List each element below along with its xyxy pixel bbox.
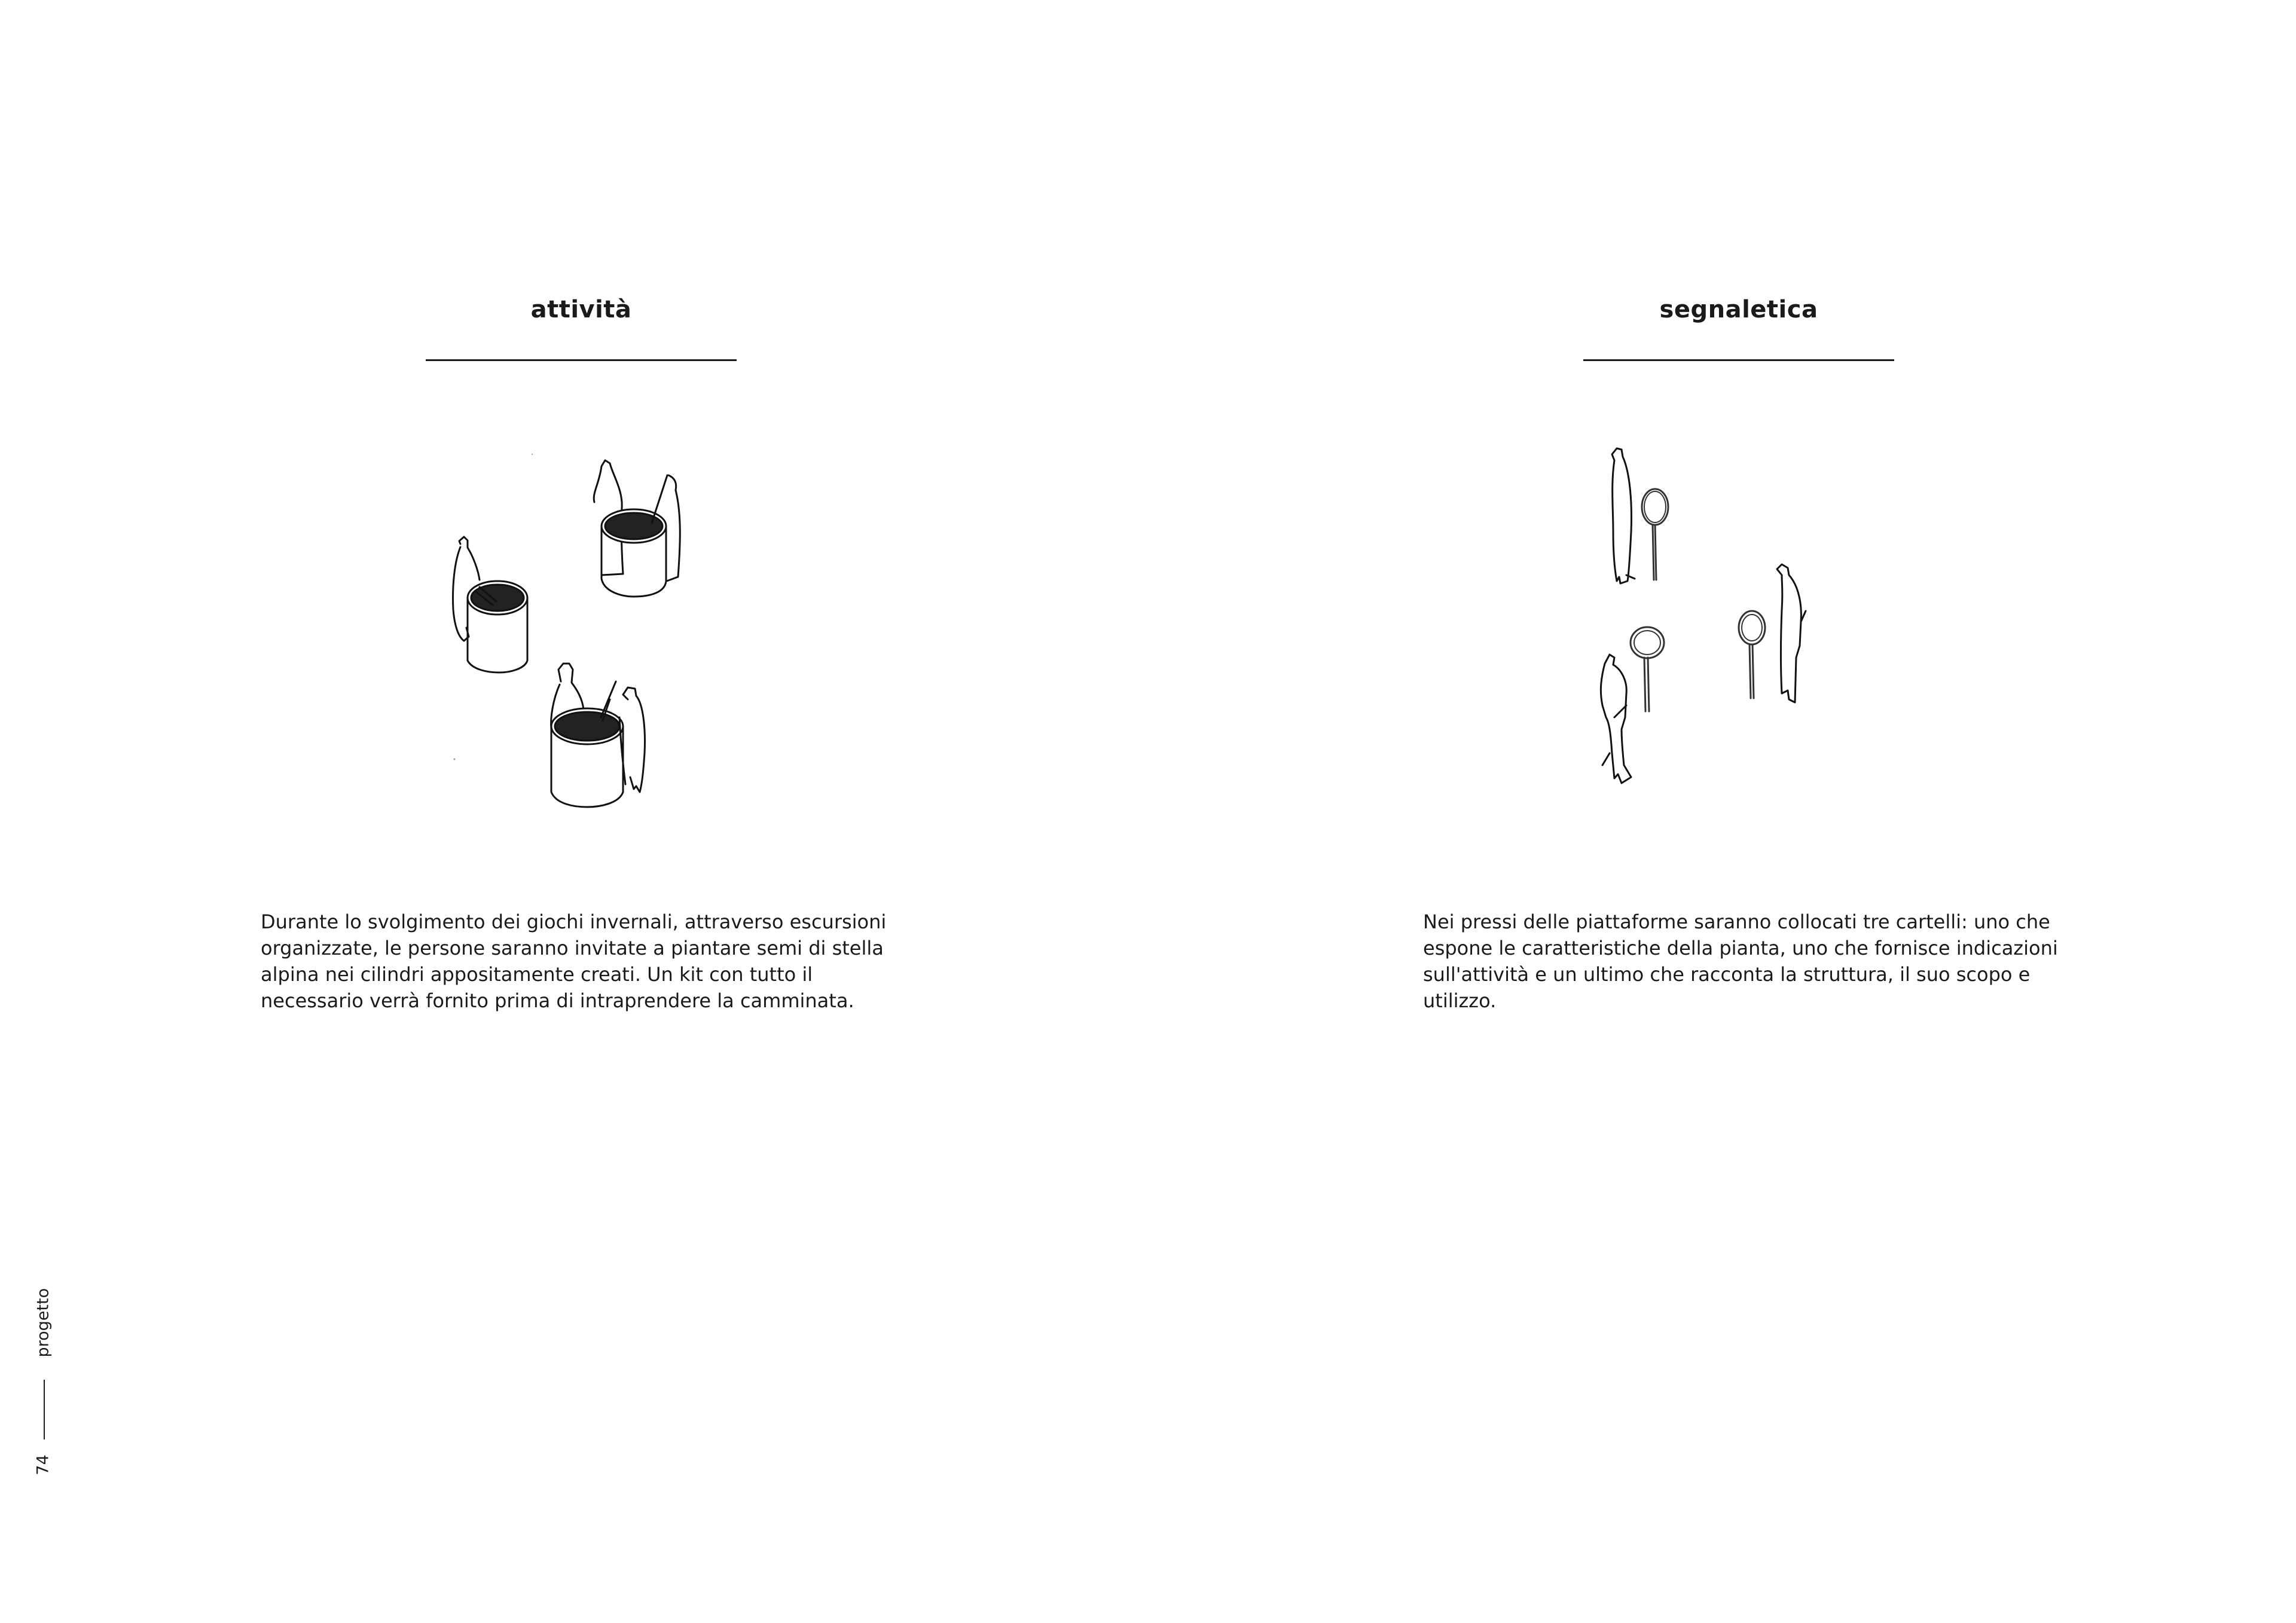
figure-top-left: [1612, 448, 1635, 583]
section-label: progetto: [33, 1288, 53, 1358]
planting-sketch-illustration: [430, 418, 741, 825]
left-heading-rule: [426, 359, 737, 361]
left-body-text: Durante lo svolgimento dei giochi invernali, attraverso escursioni organizzate, le persone saranno invitate a piantare semi di stella alpina nei cilindri appositamente creati. Un kit con tutto il necessario verrà fornito prima di intraprendere la camminata.: [261, 910, 887, 1012]
cylinder-group-bottom: [551, 664, 645, 807]
right-body-text: Nei pressi delle piattaforme saranno collocati tre cartelli: uno che espone le caratteristiche della pianta, uno che fornisce indicazioni sull'attività e un ultimo che racconta la struttura, il suo scopo e utilizzo.: [1423, 910, 2058, 1012]
page-number: 74: [33, 1454, 53, 1475]
section-divider-line: [44, 1380, 45, 1439]
cylinder-group-top: [594, 460, 680, 597]
figure-bottom-left: [1601, 655, 1631, 783]
left-heading: attività: [530, 296, 632, 323]
sign-right: [1739, 611, 1765, 698]
right-heading: segnaletica: [1659, 296, 1818, 323]
sign-top: [1642, 489, 1668, 580]
right-heading-rule: [1583, 359, 1894, 361]
figure-right: [1777, 564, 1806, 702]
sign-middle-left: [1631, 627, 1664, 711]
signpost-sketch-illustration: [1555, 418, 1866, 825]
cylinder-group-left: [453, 537, 528, 673]
